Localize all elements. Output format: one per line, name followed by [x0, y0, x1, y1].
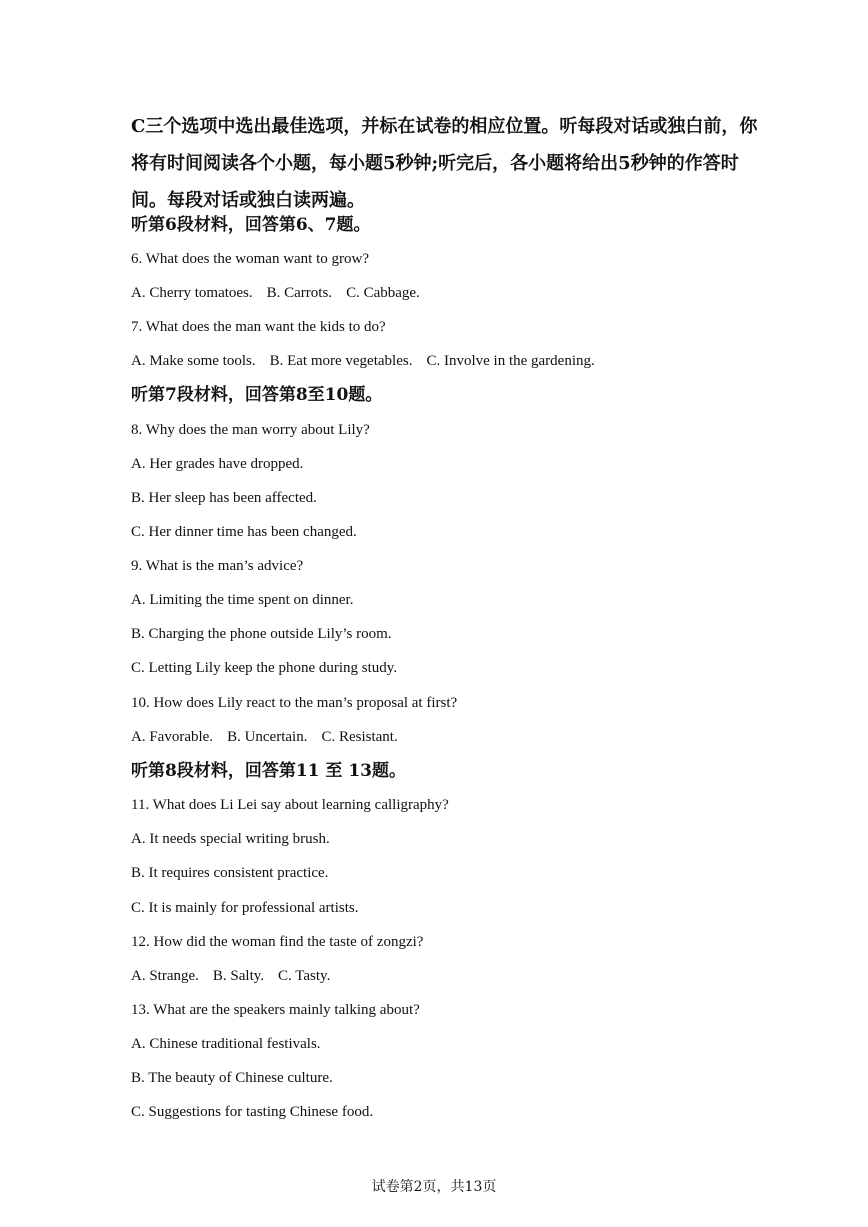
- section-heading: 听第6段材料，回答第6、7题。: [131, 215, 371, 235]
- question-text: 11. What does Li Lei say about learning calligraphy?: [131, 797, 449, 813]
- question-text: 6. What does the woman want to grow?: [131, 251, 370, 267]
- option-a: A. Make some tools.: [131, 353, 256, 369]
- option-b: B. Eat more vegetables.: [269, 353, 413, 369]
- option-a: A. Strange.: [131, 968, 199, 984]
- option-b: B. Uncertain.: [227, 729, 308, 745]
- option-c: C. It is mainly for professional artists.: [131, 900, 359, 916]
- option-b: B. Charging the phone outside Lily’s room.: [131, 626, 392, 642]
- option-b: B. Salty.: [212, 968, 265, 984]
- option-c: C. Her dinner time has been changed.: [131, 524, 357, 540]
- question-text: 10. How does Lily react to the man’s proposal at first?: [131, 695, 458, 711]
- question-text: 12. How did the woman find the taste of zongzi?: [131, 934, 424, 950]
- option-a: A. Her grades have dropped.: [131, 456, 304, 472]
- section-heading: 听第8段材料，回答第11 至 13题。: [131, 761, 406, 781]
- option-b: B. The beauty of Chinese culture.: [131, 1070, 333, 1086]
- option-b: B. Her sleep has been affected.: [131, 490, 317, 506]
- option-a: A. Chinese traditional festivals.: [131, 1036, 321, 1052]
- option-a: A. Limiting the time spent on dinner.: [131, 592, 354, 608]
- option-c: C. Involve in the gardening.: [426, 353, 595, 369]
- section-instructions: C三个选项中选出最佳选项，并标在试卷的相应位置。听每段对话或独白前，你将有时间阅读各个小题，每小题5秒钟;听完后，各小题将给出5秒钟的作答时间。每段对话或独白读两遍。: [131, 116, 758, 211]
- question-text: 9. What is the man’s advice?: [131, 558, 304, 574]
- option-c: C. Cabbage.: [346, 285, 420, 301]
- option-b: B. Carrots.: [266, 285, 333, 301]
- option-c: C. Suggestions for tasting Chinese food.: [131, 1104, 374, 1120]
- option-c: C. Resistant.: [321, 729, 398, 745]
- option-a: A. It needs special writing brush.: [131, 831, 330, 847]
- section-heading: 听第7段材料，回答第8至10题。: [131, 385, 383, 405]
- question-text: 8. Why does the man worry about Lily?: [131, 422, 370, 438]
- option-row: [131, 282, 420, 304]
- page-footer: 试卷第2页，共13页: [371, 1179, 497, 1195]
- option-b: B. It requires consistent practice.: [131, 865, 329, 881]
- option-c: C. Letting Lily keep the phone during study.: [131, 660, 398, 676]
- option-a: A. Cherry tomatoes.: [131, 285, 253, 301]
- option-row: [131, 726, 398, 748]
- question-text: 13. What are the speakers mainly talking about?: [131, 1002, 420, 1018]
- option-a: A. Favorable.: [131, 729, 214, 745]
- option-c: C. Tasty.: [278, 968, 331, 984]
- option-row: [131, 350, 595, 372]
- question-text: 7. What does the man want the kids to do?: [131, 319, 386, 335]
- option-row: [131, 965, 330, 987]
